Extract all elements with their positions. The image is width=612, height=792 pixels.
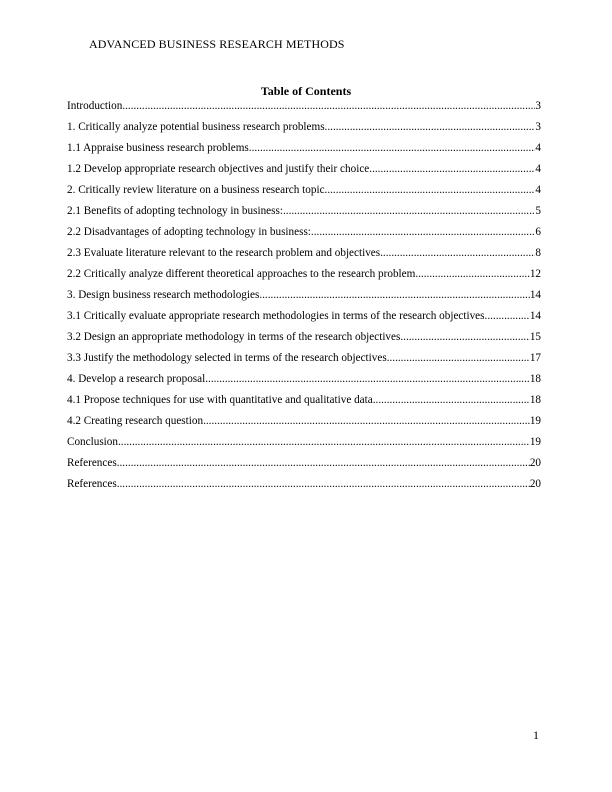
toc-entry-section-3[interactable] [67, 288, 541, 309]
toc-entry-section-4-2[interactable] [67, 414, 541, 435]
toc-entry-introduction[interactable] [67, 99, 541, 120]
toc-dot-leader [117, 477, 530, 491]
toc-entry-section-1-2[interactable] [67, 162, 541, 183]
toc-title: Table of Contents [260, 84, 352, 98]
toc-dot-leader [369, 162, 535, 176]
toc-entry-text: 4.2 Creating research question [67, 415, 204, 427]
toc-entry-text: 2.2 Disadvantages of adopting technology in business: [67, 226, 311, 238]
toc-page-number: 17 [529, 352, 541, 364]
toc-dot-leader [485, 309, 530, 323]
toc-page-number: 5 [535, 205, 541, 217]
toc-page-number: 14 [529, 289, 541, 301]
toc-dot-leader [415, 267, 529, 281]
toc-page-number: 8 [535, 247, 541, 259]
toc-entry-text: 2. Critically review literature on a business research topic [67, 184, 325, 196]
toc-page-number: 4 [535, 163, 541, 175]
toc-page-number: 20 [529, 457, 541, 469]
toc-entry-section-3-3[interactable] [67, 351, 541, 372]
toc-page-number: 15 [529, 331, 541, 343]
page-number: 1 [533, 728, 539, 742]
toc-dot-leader [387, 351, 530, 365]
toc-entry-text: 3. Design business research methodologies [67, 289, 260, 301]
toc-entry-references-2[interactable] [67, 477, 541, 498]
toc-entry-section-1-1[interactable] [67, 141, 541, 162]
toc-dot-leader [249, 141, 536, 155]
toc-entry-text: References [67, 457, 117, 469]
toc-dot-leader [283, 204, 535, 218]
toc-page-number: 20 [529, 478, 541, 490]
toc-entry-section-2-1[interactable] [67, 204, 541, 225]
toc-entry-section-2-2[interactable] [67, 225, 541, 246]
toc-entry-conclusion[interactable] [67, 435, 541, 456]
toc-entry-section-4[interactable] [67, 372, 541, 393]
toc-entry-text: 1.2 Develop appropriate research objectives and justify their choice [67, 163, 370, 175]
toc-page-number: 19 [529, 436, 541, 448]
toc-entry-text: 1.1 Appraise business research problems [67, 142, 249, 154]
toc-dot-leader [205, 372, 530, 386]
table-of-contents [67, 99, 541, 498]
toc-entry-text: 2.1 Benefits of adopting technology in business: [67, 205, 283, 217]
running-header: ADVANCED BUSINESS RESEARCH METHODS [89, 37, 345, 51]
toc-entry-text: Introduction [67, 100, 123, 112]
toc-dot-leader [259, 288, 529, 302]
toc-entry-text: 3.2 Design an appropriate methodology in terms of the research objectives [67, 331, 401, 343]
toc-page-number: 18 [529, 373, 541, 385]
toc-page-number: 4 [535, 184, 541, 196]
toc-entry-section-3-2[interactable] [67, 330, 541, 351]
toc-dot-leader [380, 246, 535, 260]
toc-entry-text: 2.2 Critically analyze different theoretical approaches to the research problem [67, 268, 416, 280]
toc-dot-leader [122, 99, 535, 113]
toc-page-number: 4 [535, 142, 541, 154]
toc-entry-text: 1. Critically analyze potential business research problems [67, 121, 325, 133]
toc-entry-text: 3.1 Critically evaluate appropriate research methodologies in terms of the research objectives [67, 310, 485, 322]
toc-entry-section-1[interactable] [67, 120, 541, 141]
toc-entry-section-3-1[interactable] [67, 309, 541, 330]
toc-dot-leader [117, 456, 530, 470]
toc-entry-references[interactable] [67, 456, 541, 477]
toc-entry-text: 4. Develop a research proposal [67, 373, 206, 385]
toc-entry-text: 2.3 Evaluate literature relevant to the research problem and objectives [67, 247, 381, 259]
toc-page-number: 3 [535, 121, 541, 133]
toc-dot-leader [325, 120, 536, 134]
toc-entry-text: Conclusion [67, 436, 118, 448]
toc-entry-section-2[interactable] [67, 183, 541, 204]
toc-entry-section-2-3[interactable] [67, 246, 541, 267]
toc-page-number: 18 [529, 394, 541, 406]
toc-entry-section-4-1[interactable] [67, 393, 541, 414]
toc-page-number: 6 [535, 226, 541, 238]
toc-page-number: 3 [535, 100, 541, 112]
toc-entry-text: 4.1 Propose techniques for use with quantitative and qualitative data [67, 394, 373, 406]
toc-dot-leader [400, 330, 529, 344]
toc-dot-leader [325, 183, 536, 197]
toc-dot-leader [118, 435, 530, 449]
toc-entry-text: References [67, 478, 117, 490]
toc-dot-leader [311, 225, 535, 239]
toc-dot-leader [373, 393, 530, 407]
toc-dot-leader [203, 414, 530, 428]
toc-page-number: 14 [529, 310, 541, 322]
toc-page-number: 12 [529, 268, 541, 280]
toc-entry-text: 3.3 Justify the methodology selected in terms of the research objectives [67, 352, 387, 364]
toc-entry-section-2-2-theoretical[interactable] [67, 267, 541, 288]
toc-page-number: 19 [529, 415, 541, 427]
